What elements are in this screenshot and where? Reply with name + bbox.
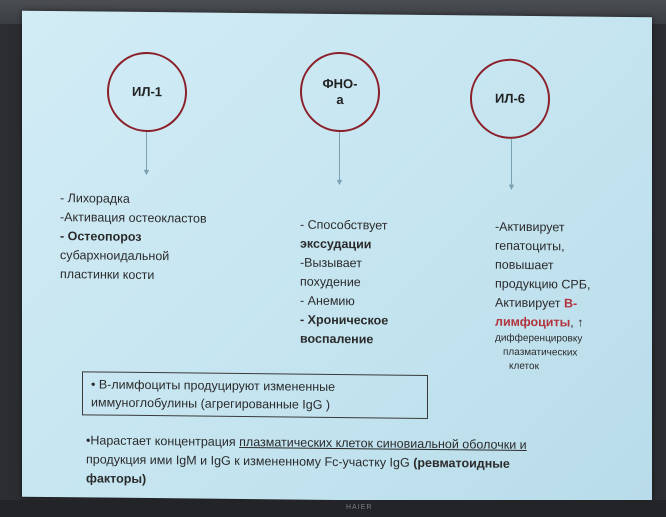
box-line-2: иммуноглобулины (агрегированные IgG ) [91,395,331,412]
il1-label: ИЛ-1 [131,83,163,100]
box-line-1: • В-лимфоциты продуцируют измененные [91,377,336,394]
tnf-effect-7: воспаление [300,331,374,347]
il6-effect-2: гепатоциты, [495,238,565,254]
tnf-effect-2: экссудации [300,236,372,252]
il1-effect-2: -Активация остеокластов [60,210,207,226]
il1-arrow-head: ▼ [142,166,151,178]
tnf-label: ФНО- а [322,75,358,108]
il6-effect-7: дифференцировку [495,332,583,345]
tnf-effects [300,216,388,350]
bottom-line-3: факторы) [86,471,147,487]
il1-circle [107,52,187,133]
tnf-effect-3: -Вызывает [300,255,362,271]
il1-effect-3: - Остеопороз [60,229,142,244]
tnf-arrow [339,132,340,182]
il6-effects [495,218,590,375]
il1-effect-1: - Лихорадка [60,191,130,206]
il6-effect-9: клеток [509,360,539,373]
il1-arrow [146,132,147,172]
il6-effect-1: -Активирует [495,219,565,235]
il6-effect-6a: лимфоциты [495,314,571,330]
il6-effect-4: продукцию СРБ, [495,276,591,292]
tnf-effect-6: - Хроническое [300,312,389,328]
il6-effect-6 [495,313,590,333]
il6-effect-5b: В- [563,296,578,311]
tnf-effect-5: - Анемию [300,293,355,309]
il6-effect-3: повышает [495,257,554,273]
bottom-p4: (ревматоидные [413,455,510,471]
il1-effects [60,189,207,286]
il6-arrow-head: ▼ [507,181,516,192]
il1-effect-4: субархноидальной [60,248,170,264]
b-lymphocyte-box [82,371,428,419]
il6-label: ИЛ-6 [494,90,526,106]
il6-circle [470,58,550,139]
il1-effect-5: пластинки кости [60,267,155,283]
il6-effect-6b: , ↑ [570,315,584,330]
il6-effect-5 [495,294,590,314]
il6-effect-5a: Активирует [495,295,564,311]
slide [22,11,652,504]
bottom-paragraph [86,431,646,494]
il6-effect-8: плазматических [503,346,578,359]
brand-logo: HAIER [346,504,373,511]
monitor-bezel [0,500,666,517]
bottom-p3: продукция ими IgM и IgG к измененному Fc-участку IgG [86,452,414,470]
bottom-p1: •Нарастает концентрация [86,433,240,449]
il6-arrow [511,139,512,187]
tnf-effect-1: - Способствует [300,217,388,233]
bottom-p2: плазматических клеток синовиальной оболочки и [239,434,527,452]
tnf-arrow-head: ▼ [335,176,344,188]
tnf-circle [300,52,380,133]
tnf-effect-4: похудение [300,274,361,290]
